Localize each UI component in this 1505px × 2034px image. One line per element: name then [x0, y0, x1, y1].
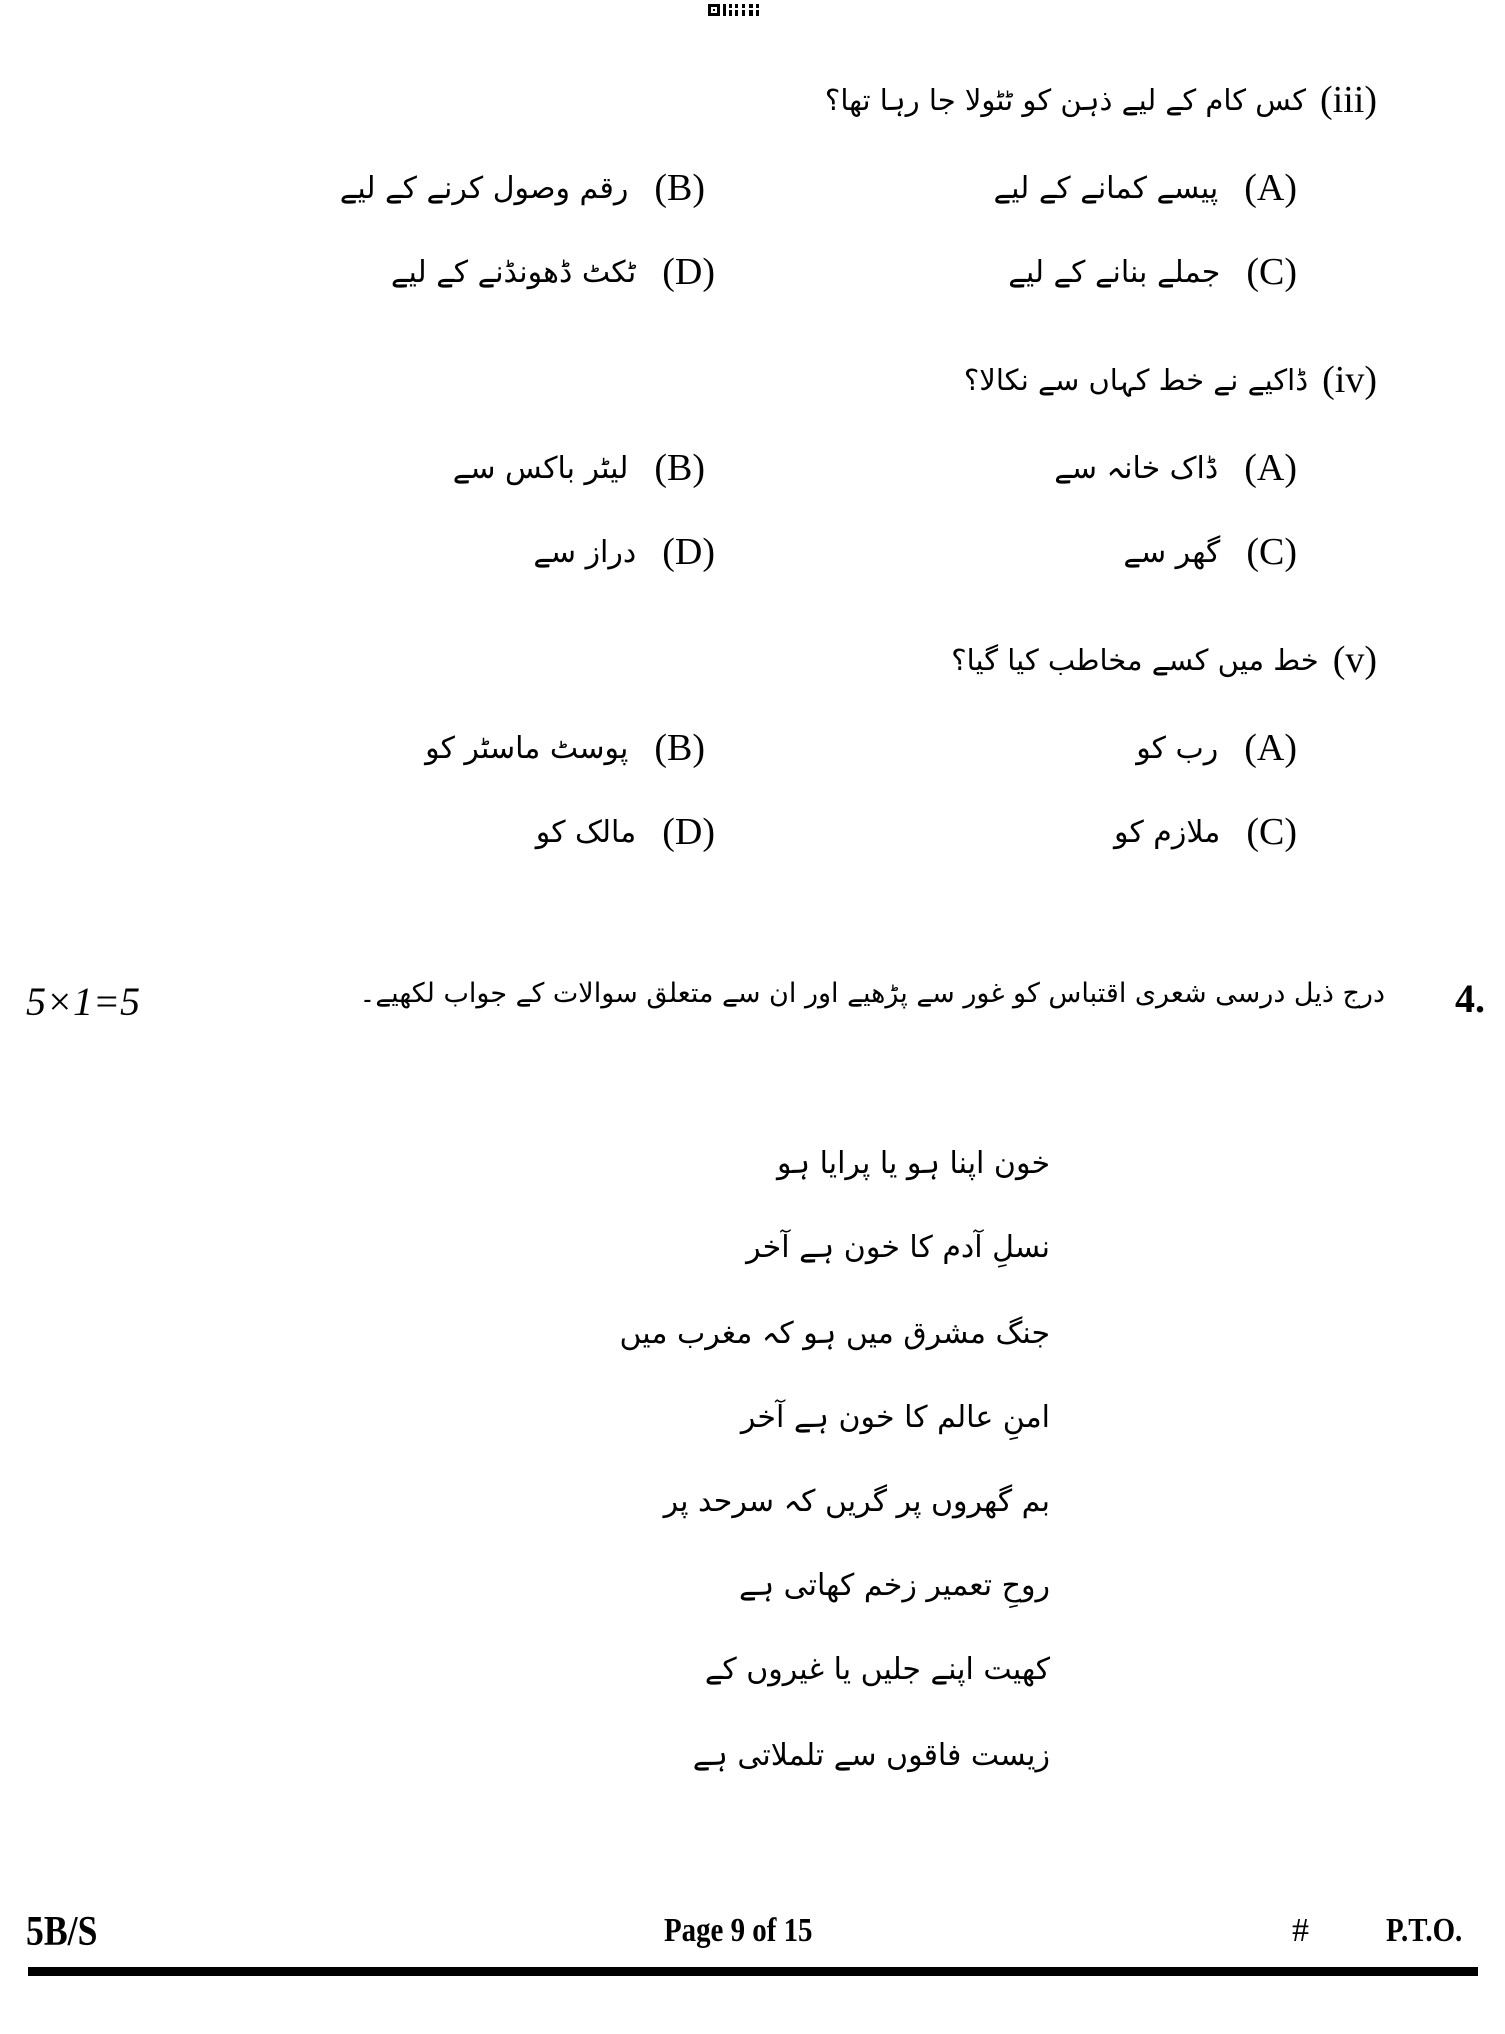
- question-4-number: 4.: [1455, 976, 1485, 1021]
- option-label: (D): [662, 251, 715, 293]
- option-label: (B): [654, 727, 705, 769]
- option-text: جملے بنانے کے لیے: [1008, 254, 1221, 290]
- question-4-instruction: درج ذیل درسی شعری اقتباس کو غور سے پڑھیے اور ان سے متعلق سوالات کے جواب لکھیے۔: [359, 978, 1385, 1009]
- option-v-b: [425, 726, 705, 770]
- poem-line: روحِ تعمیر زخم کھاتی ہے: [738, 1568, 1050, 1603]
- option-text: دراز سے: [533, 534, 637, 570]
- qr-code-icon: [708, 2, 768, 18]
- question-iv: [964, 358, 1377, 402]
- option-label: (A): [1244, 167, 1297, 209]
- option-text: ڈاک خانہ سے: [1054, 450, 1219, 486]
- option-label: (D): [662, 531, 715, 573]
- qr-pattern: [729, 4, 759, 16]
- question-label: (v): [1332, 639, 1377, 681]
- poem-line: زیست فاقوں سے تلملاتی ہے: [692, 1738, 1050, 1773]
- option-iv-b: [453, 446, 705, 490]
- hash-mark: #: [1292, 1912, 1309, 1949]
- poem-line: کھیت اپنے جلیں یا غیروں کے: [704, 1652, 1050, 1687]
- option-text: ملازم کو: [1113, 814, 1221, 850]
- question-iii: [825, 78, 1377, 122]
- option-text: مالک کو: [535, 814, 637, 850]
- question-4-marks: 5×1=5: [26, 979, 140, 1024]
- option-iv-c: [1123, 530, 1297, 574]
- option-label: (A): [1244, 447, 1297, 489]
- option-text: رب کو: [1136, 730, 1219, 766]
- footer-divider: [28, 1967, 1478, 1976]
- option-iii-b: [340, 166, 705, 210]
- option-text: ٹکٹ ڈھونڈنے کے لیے: [390, 254, 637, 290]
- qr-bar: [723, 4, 726, 16]
- option-label: (A): [1244, 727, 1297, 769]
- option-v-d: [536, 810, 715, 854]
- option-v-c: [1114, 810, 1297, 854]
- question-label: (iii): [1320, 79, 1377, 121]
- question-v: [951, 638, 1377, 682]
- option-iii-d: [391, 250, 715, 294]
- option-iii-a: [994, 166, 1297, 210]
- poem-line: خون اپنا ہو یا پرایا ہو: [776, 1146, 1050, 1181]
- paper-code: 5B/S: [26, 1909, 98, 1955]
- please-turn-over: P.T.O.: [1386, 1912, 1463, 1949]
- option-text: پیسے کمانے کے لیے: [993, 170, 1219, 206]
- option-iii-c: [1008, 250, 1297, 294]
- option-text: پوسٹ ماسٹر کو: [425, 730, 629, 766]
- question-text: کس کام کے لیے ذہن کو ٹٹولا جا رہا تھا؟: [824, 83, 1307, 117]
- poem-line: نسلِ آدم کا خون ہے آخر: [746, 1230, 1050, 1265]
- option-v-a: [1136, 726, 1297, 770]
- page-number: Page 9 of 15: [664, 1912, 813, 1949]
- question-text: خط میں کسے مخاطب کیا گیا؟: [951, 643, 1319, 677]
- option-label: (C): [1246, 811, 1297, 853]
- option-text: گھر سے: [1123, 534, 1221, 570]
- option-label: (B): [654, 167, 705, 209]
- option-iv-a: [1054, 446, 1297, 490]
- poem-line: جنگ مشرق میں ہو کہ مغرب میں: [619, 1316, 1050, 1351]
- option-text: لیٹر باکس سے: [452, 450, 629, 486]
- option-label: (C): [1246, 531, 1297, 573]
- poem-line: امنِ عالم کا خون ہے آخر: [740, 1400, 1050, 1435]
- option-text: رقم وصول کرنے کے لیے: [339, 170, 629, 206]
- question-label: (iv): [1322, 359, 1377, 401]
- question-text: ڈاکیے نے خط کہاں سے نکالا؟: [963, 363, 1309, 397]
- option-iv-d: [533, 530, 715, 574]
- option-label: (D): [662, 811, 715, 853]
- qr-finder-square: [708, 4, 720, 16]
- option-label: (C): [1246, 251, 1297, 293]
- poem-line: بم گھروں پر گریں کہ سرحد پر: [663, 1484, 1050, 1519]
- option-label: (B): [654, 447, 705, 489]
